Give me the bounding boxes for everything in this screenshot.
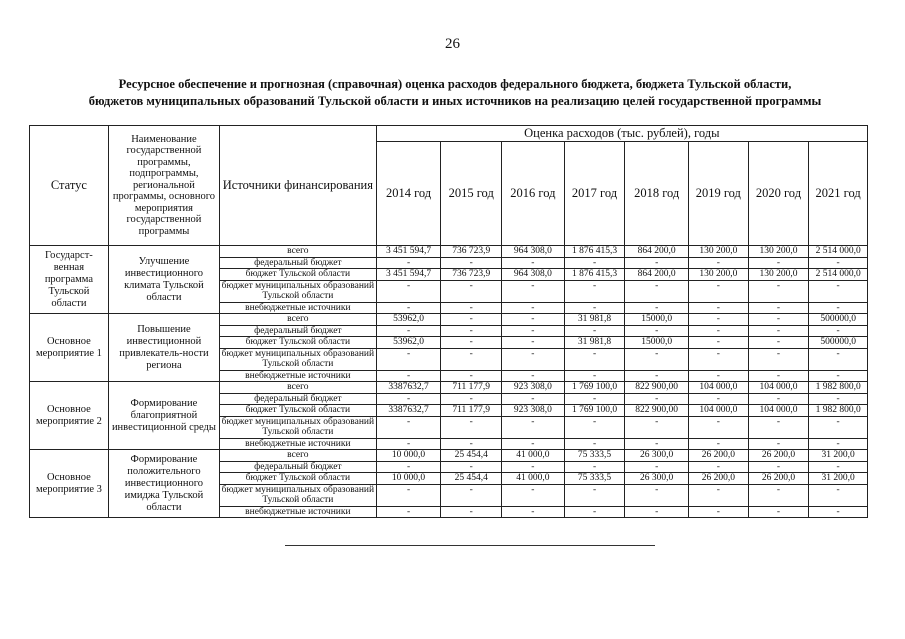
value-cell: -	[564, 484, 625, 506]
value-cell: 130 200,0	[689, 269, 749, 281]
value-cell: -	[376, 416, 441, 438]
source-cell: бюджет Тульской области	[220, 337, 377, 349]
value-cell: 53962,0	[376, 337, 441, 349]
value-cell: 864 200,0	[625, 246, 689, 258]
header-status: Статус	[30, 126, 109, 246]
value-cell: 822 900,00	[625, 405, 689, 417]
source-cell: внебюджетные источники	[220, 506, 377, 518]
value-cell: 736 723,9	[441, 269, 502, 281]
title-line-1: Ресурсное обеспечение и прогнозная (справочная) оценка расходов федерального бюджета, бюджета Тульской области,	[118, 77, 792, 91]
value-cell: 41 000,0	[502, 473, 565, 485]
value-cell: 130 200,0	[748, 246, 809, 258]
value-cell: -	[748, 393, 809, 405]
value-cell: -	[748, 506, 809, 518]
value-cell: -	[376, 461, 441, 473]
value-cell: -	[809, 302, 868, 314]
value-cell: -	[502, 438, 565, 450]
value-cell: 26 200,0	[689, 450, 749, 462]
value-cell: -	[441, 257, 502, 269]
value-cell: -	[809, 325, 868, 337]
program-name-cell: Улучшение инвестиционного климата Тульской области	[108, 246, 219, 314]
value-cell: 964 308,0	[502, 246, 565, 258]
value-cell: -	[689, 506, 749, 518]
value-cell: -	[625, 461, 689, 473]
value-cell: -	[809, 257, 868, 269]
table-row	[30, 382, 868, 394]
source-cell: всего	[220, 450, 377, 462]
value-cell: 822 900,00	[625, 382, 689, 394]
value-cell: 2 514 000,0	[809, 246, 868, 258]
value-cell: -	[625, 438, 689, 450]
title-line-2: бюджетов муниципальных образований Тульской области и иных источников на реализацию целей государственной программы	[88, 94, 822, 108]
value-cell: -	[376, 506, 441, 518]
value-cell: -	[376, 302, 441, 314]
table-row	[30, 246, 868, 258]
value-cell: -	[748, 348, 809, 370]
value-cell: -	[689, 416, 749, 438]
source-cell: бюджет муниципальных образований Тульской области	[220, 416, 377, 438]
program-name-cell: Формирование благоприятной инвестиционной среды	[108, 382, 219, 450]
value-cell: -	[689, 348, 749, 370]
header-year: 2017 год	[564, 142, 625, 246]
value-cell: 923 308,0	[502, 382, 565, 394]
status-cell: Государст-венная программа Тульской области	[30, 246, 109, 314]
value-cell: -	[441, 461, 502, 473]
page-number: 26	[445, 36, 460, 52]
value-cell: -	[502, 506, 565, 518]
value-cell: -	[689, 314, 749, 326]
value-cell: -	[809, 280, 868, 302]
value-cell: -	[502, 325, 565, 337]
value-cell: 864 200,0	[625, 269, 689, 281]
status-cell: Основное мероприятие 1	[30, 314, 109, 382]
value-cell: 25 454,4	[441, 450, 502, 462]
value-cell: 104 000,0	[748, 405, 809, 417]
value-cell: -	[441, 302, 502, 314]
source-cell: федеральный бюджет	[220, 393, 377, 405]
value-cell: 104 000,0	[748, 382, 809, 394]
value-cell: -	[441, 325, 502, 337]
value-cell: 3387632,7	[376, 382, 441, 394]
value-cell: -	[502, 280, 565, 302]
value-cell: -	[564, 302, 625, 314]
value-cell: 736 723,9	[441, 246, 502, 258]
value-cell: 10 000,0	[376, 473, 441, 485]
status-cell: Основное мероприятие 3	[30, 450, 109, 518]
value-cell: -	[689, 257, 749, 269]
value-cell: -	[502, 348, 565, 370]
value-cell: -	[441, 438, 502, 450]
value-cell: -	[748, 314, 809, 326]
value-cell: -	[625, 280, 689, 302]
value-cell: 711 177,9	[441, 405, 502, 417]
value-cell: -	[441, 348, 502, 370]
value-cell: -	[625, 302, 689, 314]
source-cell: внебюджетные источники	[220, 438, 377, 450]
value-cell: -	[625, 325, 689, 337]
value-cell: -	[689, 325, 749, 337]
value-cell: -	[625, 348, 689, 370]
value-cell: -	[564, 257, 625, 269]
value-cell: 41 000,0	[502, 450, 565, 462]
value-cell: -	[689, 337, 749, 349]
source-cell: всего	[220, 314, 377, 326]
value-cell: -	[376, 280, 441, 302]
value-cell: -	[748, 484, 809, 506]
value-cell: -	[376, 484, 441, 506]
value-cell: 500000,0	[809, 337, 868, 349]
header-name: Наименование государственной программы, подпрограммы, региональной программы, основного мероприятия государственной программы	[108, 126, 219, 246]
value-cell: -	[564, 438, 625, 450]
value-cell: -	[441, 280, 502, 302]
value-cell: -	[376, 370, 441, 382]
value-cell: 1 982 800,0	[809, 405, 868, 417]
value-cell: -	[748, 302, 809, 314]
value-cell: -	[689, 370, 749, 382]
header-year: 2015 год	[441, 142, 502, 246]
value-cell: -	[564, 416, 625, 438]
value-cell: 3 451 594,7	[376, 269, 441, 281]
source-cell: всего	[220, 246, 377, 258]
value-cell: -	[564, 280, 625, 302]
value-cell: -	[748, 416, 809, 438]
value-cell: 26 300,0	[625, 450, 689, 462]
source-cell: федеральный бюджет	[220, 461, 377, 473]
program-name-cell: Повышение инвестиционной привлекатель-ности региона	[108, 314, 219, 382]
value-cell: -	[441, 314, 502, 326]
header-year: 2019 год	[689, 142, 749, 246]
source-cell: внебюджетные источники	[220, 302, 377, 314]
table-body	[30, 246, 868, 518]
footer-divider	[285, 545, 655, 546]
value-cell: 15000,0	[625, 314, 689, 326]
value-cell: -	[809, 393, 868, 405]
value-cell: -	[564, 506, 625, 518]
value-cell: -	[625, 484, 689, 506]
value-cell: -	[625, 416, 689, 438]
value-cell: -	[809, 416, 868, 438]
value-cell: -	[748, 337, 809, 349]
value-cell: -	[502, 484, 565, 506]
value-cell: -	[376, 325, 441, 337]
header-year: 2014 год	[376, 142, 441, 246]
program-name-cell: Формирование положительного инвестиционного имиджа Тульской области	[108, 450, 219, 518]
document-title	[40, 76, 870, 110]
value-cell: -	[625, 506, 689, 518]
value-cell: -	[441, 506, 502, 518]
value-cell: -	[441, 416, 502, 438]
source-cell: федеральный бюджет	[220, 325, 377, 337]
value-cell: -	[748, 325, 809, 337]
value-cell: 26 200,0	[748, 473, 809, 485]
value-cell: 26 200,0	[748, 450, 809, 462]
header-source: Источники финансирования	[220, 126, 377, 246]
value-cell: -	[564, 393, 625, 405]
value-cell: 1 769 100,0	[564, 405, 625, 417]
header-year: 2021 год	[809, 142, 868, 246]
value-cell: -	[376, 438, 441, 450]
value-cell: 104 000,0	[689, 405, 749, 417]
value-cell: 964 308,0	[502, 269, 565, 281]
value-cell: 2 514 000,0	[809, 269, 868, 281]
value-cell: -	[502, 461, 565, 473]
source-cell: бюджет муниципальных образований Тульской области	[220, 484, 377, 506]
value-cell: 1 876 415,3	[564, 246, 625, 258]
value-cell: -	[689, 302, 749, 314]
value-cell: 1 876 415,3	[564, 269, 625, 281]
value-cell: 104 000,0	[689, 382, 749, 394]
value-cell: -	[809, 506, 868, 518]
value-cell: -	[809, 484, 868, 506]
value-cell: -	[689, 438, 749, 450]
value-cell: -	[689, 393, 749, 405]
value-cell: -	[376, 257, 441, 269]
value-cell: 31 200,0	[809, 450, 868, 462]
header-year: 2016 год	[502, 142, 565, 246]
value-cell: -	[441, 370, 502, 382]
value-cell: -	[564, 348, 625, 370]
value-cell: -	[689, 280, 749, 302]
header-year: 2018 год	[625, 142, 689, 246]
value-cell: -	[502, 337, 565, 349]
value-cell: 15000,0	[625, 337, 689, 349]
value-cell: -	[564, 325, 625, 337]
value-cell: 1 982 800,0	[809, 382, 868, 394]
table-row	[30, 314, 868, 326]
source-cell: бюджет Тульской области	[220, 405, 377, 417]
header-year: 2020 год	[748, 142, 809, 246]
value-cell: -	[689, 461, 749, 473]
value-cell: -	[441, 337, 502, 349]
value-cell: -	[809, 348, 868, 370]
value-cell: 130 200,0	[689, 246, 749, 258]
value-cell: 25 454,4	[441, 473, 502, 485]
value-cell: -	[809, 438, 868, 450]
value-cell: -	[502, 302, 565, 314]
value-cell: -	[625, 257, 689, 269]
source-cell: внебюджетные источники	[220, 370, 377, 382]
value-cell: -	[502, 257, 565, 269]
source-cell: бюджет муниципальных образований Тульской области	[220, 280, 377, 302]
value-cell: -	[502, 370, 565, 382]
value-cell: -	[748, 280, 809, 302]
value-cell: -	[502, 393, 565, 405]
value-cell: -	[748, 370, 809, 382]
value-cell: -	[809, 370, 868, 382]
value-cell: 923 308,0	[502, 405, 565, 417]
table-row	[30, 450, 868, 462]
value-cell: 130 200,0	[748, 269, 809, 281]
source-cell: всего	[220, 382, 377, 394]
source-cell: бюджет Тульской области	[220, 473, 377, 485]
value-cell: 3387632,7	[376, 405, 441, 417]
value-cell: -	[564, 461, 625, 473]
source-cell: бюджет муниципальных образований Тульской области	[220, 348, 377, 370]
value-cell: -	[748, 257, 809, 269]
value-cell: 31 981,8	[564, 337, 625, 349]
value-cell: -	[502, 314, 565, 326]
source-cell: федеральный бюджет	[220, 257, 377, 269]
value-cell: 26 300,0	[625, 473, 689, 485]
resource-table	[29, 125, 868, 518]
value-cell: 31 200,0	[809, 473, 868, 485]
header-years-group: Оценка расходов (тыс. рублей), годы	[376, 126, 867, 142]
status-cell: Основное мероприятие 2	[30, 382, 109, 450]
value-cell: -	[625, 370, 689, 382]
value-cell: -	[564, 370, 625, 382]
value-cell: -	[625, 393, 689, 405]
value-cell: 26 200,0	[689, 473, 749, 485]
value-cell: -	[748, 461, 809, 473]
value-cell: -	[809, 461, 868, 473]
value-cell: 31 981,8	[564, 314, 625, 326]
value-cell: -	[441, 393, 502, 405]
value-cell: -	[502, 416, 565, 438]
value-cell: 3 451 594,7	[376, 246, 441, 258]
value-cell: 53962,0	[376, 314, 441, 326]
value-cell: 711 177,9	[441, 382, 502, 394]
value-cell: -	[748, 438, 809, 450]
value-cell: -	[441, 484, 502, 506]
value-cell: -	[376, 393, 441, 405]
value-cell: 1 769 100,0	[564, 382, 625, 394]
value-cell: 75 333,5	[564, 473, 625, 485]
value-cell: 500000,0	[809, 314, 868, 326]
value-cell: 10 000,0	[376, 450, 441, 462]
value-cell: -	[689, 484, 749, 506]
value-cell: 75 333,5	[564, 450, 625, 462]
source-cell: бюджет Тульской области	[220, 269, 377, 281]
value-cell: -	[376, 348, 441, 370]
